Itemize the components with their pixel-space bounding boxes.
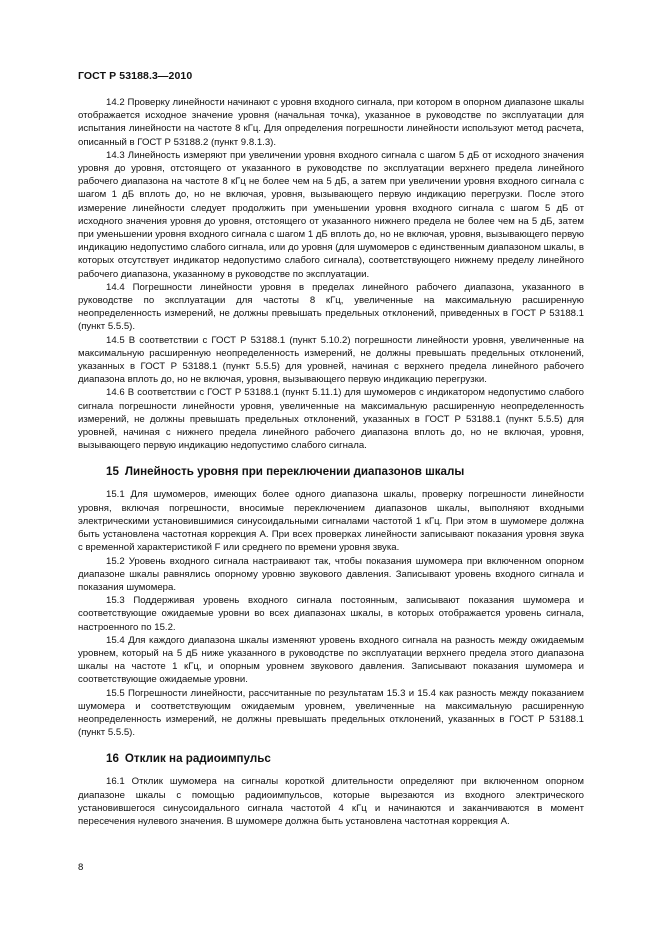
paragraph-15-3: 15.3 Поддерживая уровень входного сигнала постоянным, записывают показания шумомера и соответствующие ожидаемые уровни во всех диапазонах шкалы, в которых отображается уровень сигнала, настроенного по 15.2. [78, 595, 584, 633]
section-15 [78, 488, 584, 739]
paragraph-14-4: 14.4 Погрешности линейности уровня в пределах линейного рабочего диапазона, указанного в руководстве по эксплуатации для частоты 8 кГц, увеличенные на максимальную расширенную неопределенность измерений, не должны превышать предельных отклонений, приведенных в ГОСТ Р 53188.1 (пункт 5.5.5). [78, 281, 584, 333]
paragraph-14-3: 14.3 Линейность измеряют при увеличении уровня входного сигнала с шагом 5 дБ от исходного значения уровня до уровня, отстоящего от указанного в руководстве по эксплуатации верхнего предела линейного рабочего диапазона на частоте 8 кГц не более чем на 5 дБ, а затем при увеличении уровня входного сигнала с шагом 1 дБ вплоть до, но не включая, уровня, вызывающего первую индикацию перегрузки. После этого измерение линейности следует продолжить при уменьшении уровня входного сигнала с шагом 5 дБ от исходного значения уровня до уровня, отстоящего от указанного нижнего предела не более чем на 5 дБ, затем при уменьшении уровня входного сигнала с шагом 1 дБ вплоть до, но не включая, уровня, вызывающего первую индикацию недопустимо слабого сигнала, или до уровня (для шумомеров с единственным диапазоном шкалы, в которых отсутствует индикатор недопустимо слабого сигнала), соответствующего нижнему пределу линейного рабочего диапазона, указанному в руководстве по эксплуатации. [78, 149, 584, 280]
section-15-title: Линейность уровня при переключении диапазонов шкалы [124, 465, 465, 479]
section-16-title: Отклик на радиоимпульс [124, 752, 271, 766]
document-header: ГОСТ Р 53188.3—2010 [78, 70, 193, 82]
paragraph-14-2: 14.2 Проверку линейности начинают с уровня входного сигнала, при котором в опорном диапазоне шкалы отображается исходное значение уровня (начальная точка), указанное в руководстве по эксплуатации для испытания линейности на частоте 8 кГц. Для определения погрешности линейности используют метод расчета, описанный в ГОСТ Р 53188.2 (пункт 9.8.1.3). [78, 97, 584, 148]
paragraph-14-6: 14.6 В соответствии с ГОСТ Р 53188.1 (пункт 5.11.1) для шумомеров с индикатором недопустимо слабого сигнала погрешности линейности уровня, увеличенные на максимальную расширенную неопределенность измерений, не должны превышать предельных отклонений, указанных в ГОСТ Р 53188.1 (пункт 5.5.5) для уровней, начиная с нижнего предела линейного рабочего диапазона вплоть до, но не включая, уровня, вызывающего первую индикацию недопустимо слабого сигнала. [78, 387, 584, 452]
paragraph-15-2: 15.2 Уровень входного сигнала настраивают так, чтобы показания шумомера при включенном опорном диапазоне шкалы равнялись опорному уровню звукового давления. Записывают уровень входного сигнала и показания шумомера. [78, 555, 584, 593]
page-number: 8 [78, 862, 84, 873]
paragraph-16-1: 16.1 Отклик шумомера на сигналы короткой длительности определяют при включенном опорном диапазоне шкалы с помощью радиоимпульсов, которые вырезаются из входного электрического установившегося синусоидального сигнала частотой 4 кГц и начинаются и заканчиваются в момент пересечения нулевого значения. В шумомере должна быть установлена частотная коррекция A. [78, 776, 584, 827]
document-body [78, 96, 584, 828]
section-16 [78, 775, 584, 828]
section-15-heading [78, 465, 584, 479]
section-16-heading [78, 752, 584, 766]
section-16-number: 16 [106, 752, 119, 766]
section-15-number: 15 [106, 465, 119, 479]
paragraph-14-5: 14.5 В соответствии с ГОСТ Р 53188.1 (пункт 5.10.2) погрешности линейности уровня, увеличенные на максимальную расширенную неопределенность измерений, не должны превышать предельных отклонений, указанных в ГОСТ Р 53188.1 (пункт 5.5.5) для уровней, начиная с верхнего предела линейного рабочего диапазона вплоть до, но не включая, уровня, вызывающего первую индикацию перегрузки. [78, 334, 584, 386]
paragraph-15-5: 15.5 Погрешности линейности, рассчитанные по результатам 15.3 и 15.4 как разность между показанием шумомера и соответствующим ожидаемым уровнем, увеличенные на максимальную расширенную неопределенность измерений, не должны превышать предельных отклонений, указанных в ГОСТ Р 53188.1 (пункт 5.5.5). [78, 687, 584, 739]
section-14-continued [78, 96, 584, 452]
paragraph-15-1: 15.1 Для шумомеров, имеющих более одного диапазона шкалы, проверку погрешности линейности уровня, включая погрешности, вносимые переключением диапазонов шкалы, выполняют входными электрическими установившимися синусоидальными сигналами частотой 1 кГц. При этом в шумомере должна быть установлена частотная коррекция A. При всех проверках линейности записывают показания уровня звука с временной характеристикой F или среднего по времени уровня звука. [78, 489, 584, 554]
paragraph-15-4: 15.4 Для каждого диапазона шкалы изменяют уровень входного сигнала на разность между ожидаемым уровнем, который на 5 дБ ниже указанного в руководстве по эксплуатации верхнего предела этого диапазона шкалы на частоте 1 кГц, и опорным уровнем звукового давления. Записывают показания шумомера и соответствующие ожидаемые уровни. [78, 634, 584, 686]
